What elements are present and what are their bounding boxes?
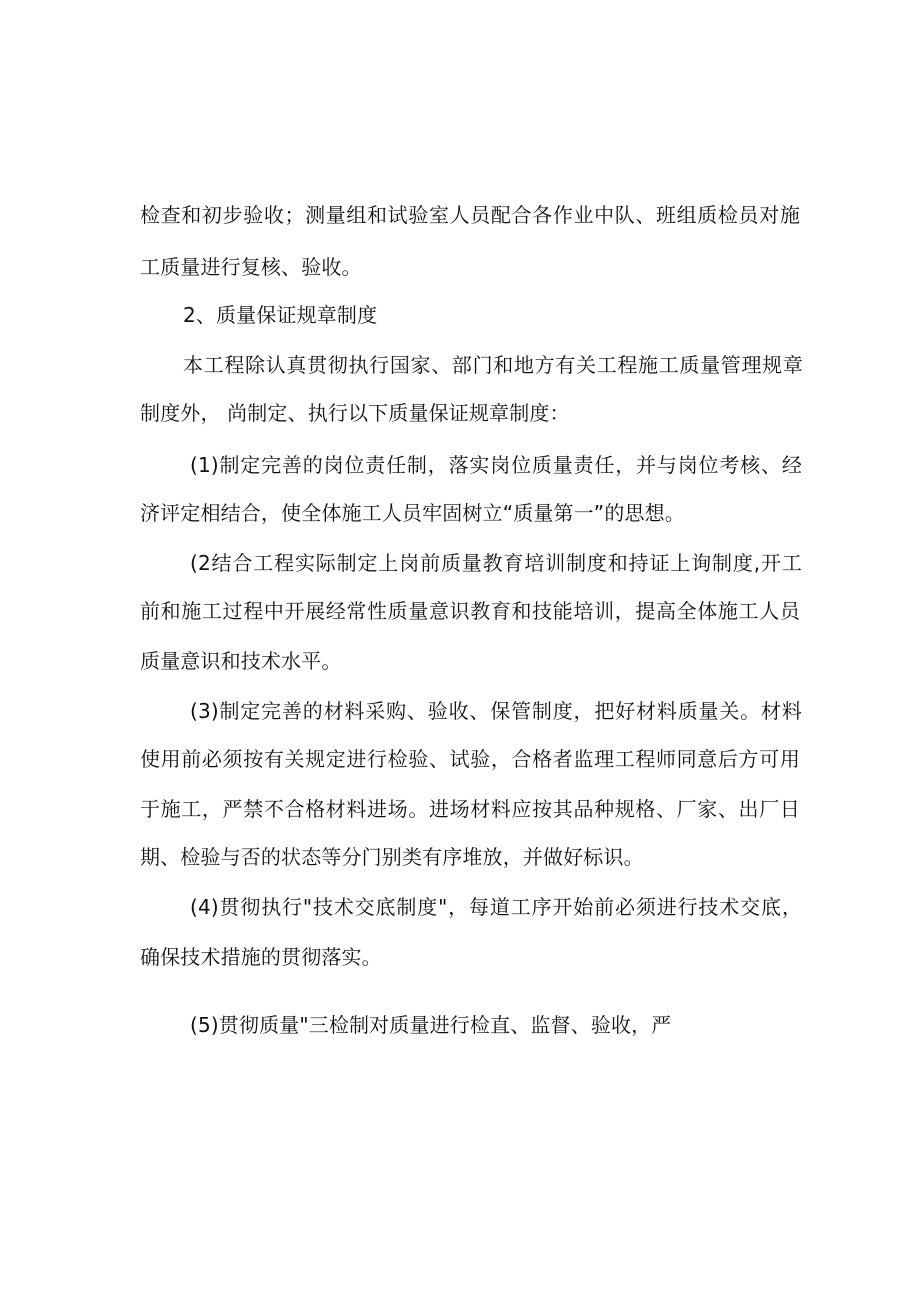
list-item-line: (1)制定完善的岗位责任制，落实岗位质量责任，并与岗位考核、经 xyxy=(190,453,802,477)
body-text-line: 制度外， 尚制定、执行以下质量保证规章制度： xyxy=(140,401,570,425)
body-text-line: 检查和初步验收；测量组和试验室人员配合各作业中队、班组质检员对施 xyxy=(140,203,800,227)
section-heading: 2、质量保证规章制度 xyxy=(183,303,378,327)
list-item-line: (5)贯彻质量"三检制对质量进行检直、监督、验收，严 xyxy=(190,1013,672,1037)
body-text-line: 本工程除认真贯彻执行国家、部门和地方有关工程施工质量管理规章 xyxy=(183,353,803,377)
list-item-line: 济评定相结合，使全体施工人员牢固树立“质量第一”的思想。 xyxy=(140,501,685,525)
list-item-line: (4)贯彻执行"技术交底制度"，每道工序开始前必须进行技术交底， xyxy=(190,895,802,919)
list-item-line: 使用前必须按有关规定进行检验、试验，合格者监理工程师同意后方可用 xyxy=(140,747,800,771)
list-item-line: 期、检验与否的状态等分门别类有序堆放，并做好标识。 xyxy=(140,845,644,869)
list-item-line: 确保技术措施的贯彻落实。 xyxy=(140,945,382,969)
body-text-line: 工质量进行复核、验收。 xyxy=(140,255,362,279)
list-item-line: (2结合工程实际制定上岗前质量教育培训制度和持证上询制度,开工 xyxy=(190,551,802,575)
list-item-line: (3)制定完善的材料采购、验收、保管制度，把好材料质量关。材料 xyxy=(190,699,802,723)
list-item-line: 前和施工过程中开展经常性质量意识教育和技能培训，提高全体施工人员 xyxy=(140,599,800,623)
list-item-line: 于施工，严禁不合格材料进场。进场材料应按其品种规格、厂家、出厂日 xyxy=(140,797,800,821)
list-item-line: 质量意识和技术水平。 xyxy=(140,649,342,673)
